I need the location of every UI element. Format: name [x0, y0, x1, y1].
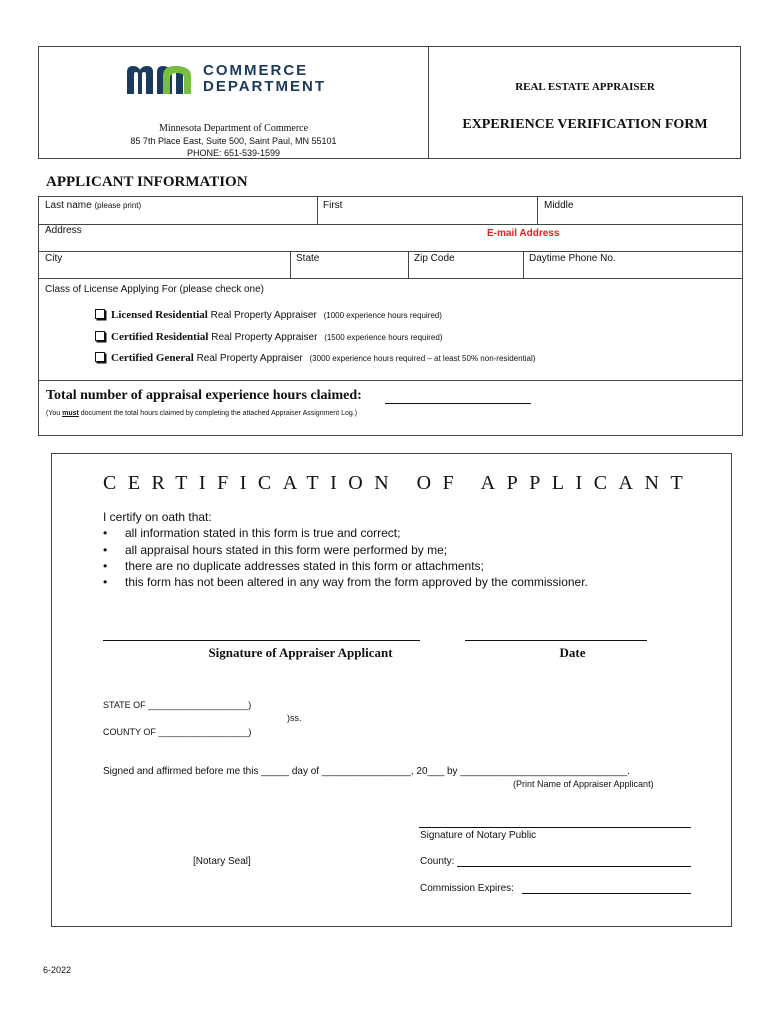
- certification-box: [51, 453, 732, 927]
- certification-title: CERTIFICATION OF APPLICANT: [103, 472, 695, 494]
- certify-item: • all appraisal hours stated in this form were performed by me;: [103, 543, 448, 557]
- commission-label: Commission Expires:: [420, 883, 514, 894]
- note-pre: (You: [46, 410, 63, 417]
- option-licensed-residential[interactable]: [95, 309, 442, 321]
- option-note: (3000 experience hours required – at least 50% non-residential): [309, 354, 536, 363]
- checkbox-certified-residential[interactable]: [95, 331, 105, 341]
- last-name-hint: (please print): [94, 201, 142, 210]
- county-label: County:: [420, 856, 455, 867]
- checkbox-certified-general[interactable]: [95, 352, 105, 362]
- applicant-section-title: APPLICANT INFORMATION: [46, 174, 248, 190]
- total-hours-input[interactable]: [385, 403, 531, 404]
- print-name-label: (Print Name of Appraiser Applicant): [513, 779, 654, 789]
- address-field[interactable]: Address: [45, 225, 82, 236]
- city-divider-3: [523, 252, 524, 278]
- certify-text: there are no duplicate addresses stated in this form or attachments;: [125, 559, 484, 573]
- option-note: (1500 experience hours required): [324, 333, 443, 342]
- certify-text: all appraisal hours stated in this form were performed by me;: [125, 543, 448, 557]
- option-desc: Real Property Appraiser: [211, 332, 318, 343]
- checkbox-licensed-residential[interactable]: [95, 309, 105, 319]
- date-label: Date: [559, 645, 586, 660]
- option-certified-general[interactable]: [95, 352, 535, 364]
- certify-item: • this form has not been altered in any way from the form approved by the commissioner.: [103, 575, 588, 589]
- city-divider-2: [408, 252, 409, 278]
- option-desc: Real Property Appraiser: [196, 353, 303, 364]
- option-title: Certified Residential: [111, 331, 209, 343]
- dept-address: 85 7th Place East, Suite 500, Saint Paul, MN 55101: [130, 136, 337, 146]
- note-must: must: [62, 410, 79, 417]
- logo-line-commerce: COMMERCE: [203, 62, 309, 79]
- form-version: 6-2022: [43, 965, 72, 975]
- option-title: Licensed Residential: [111, 309, 208, 321]
- state-of-line[interactable]: STATE OF ____________________): [103, 700, 252, 710]
- mn-logo-icon: [125, 64, 199, 96]
- applicant-signature-line[interactable]: [103, 640, 420, 641]
- signature-label: Signature of Appraiser Applicant: [208, 645, 393, 660]
- name-divider-1: [317, 197, 318, 224]
- city-divider-1: [290, 252, 291, 278]
- middle-name-field[interactable]: Middle: [544, 200, 574, 211]
- total-hours-note: [46, 410, 357, 417]
- address-row: [38, 224, 743, 252]
- certify-item: • all information stated in this form is true and correct;: [103, 526, 401, 540]
- certify-item: • there are no duplicate addresses stated in this form or attachments;: [103, 559, 484, 573]
- certify-text: all information stated in this form is true and correct;: [125, 526, 401, 540]
- county-input[interactable]: [457, 866, 691, 867]
- logo-line-department: DEPARTMENT: [203, 78, 327, 95]
- last-name-label: Last name: [45, 200, 92, 211]
- name-divider-2: [537, 197, 538, 224]
- county-of-line[interactable]: COUNTY OF __________________): [103, 727, 252, 737]
- form-title: EXPERIENCE VERIFICATION FORM: [462, 117, 708, 132]
- signed-affirmed-line[interactable]: Signed and affirmed before me this _____ day of ________________, 20___ by ______________________________.: [103, 766, 630, 777]
- note-post: document the total hours claimed by completing the attached Appraiser Assignment Log.): [78, 410, 358, 417]
- certify-text: this form has not been altered in any way from the form approved by the commissioner.: [125, 575, 588, 589]
- total-hours-label: Total number of appraisal experience hours claimed:: [46, 388, 362, 403]
- option-desc: Real Property Appraiser: [210, 310, 317, 321]
- email-field[interactable]: E-mail Address: [487, 228, 560, 239]
- name-row: [38, 196, 743, 225]
- state-field[interactable]: State: [296, 253, 320, 264]
- option-note: (1000 experience hours required): [323, 311, 442, 320]
- ss-label: )ss.: [287, 713, 302, 723]
- header-divider: [428, 47, 429, 158]
- form-header: [38, 46, 741, 159]
- phone-field[interactable]: Daytime Phone No.: [529, 253, 616, 264]
- logo-text: [203, 63, 326, 95]
- commission-input[interactable]: [522, 893, 691, 894]
- notary-signature-label: Signature of Notary Public: [420, 830, 537, 841]
- first-name-field[interactable]: First: [323, 200, 343, 211]
- certification-intro: I certify on oath that:: [103, 510, 212, 524]
- notary-seal-label: [Notary Seal]: [193, 856, 251, 867]
- license-class-label: Class of License Applying For (please check one): [45, 284, 265, 295]
- dept-phone: PHONE: 651-539-1599: [186, 148, 281, 158]
- city-field[interactable]: City: [45, 253, 63, 264]
- last-name-field[interactable]: [45, 200, 141, 211]
- notary-signature-line[interactable]: [419, 827, 691, 828]
- dept-name: Minnesota Department of Commerce: [158, 123, 309, 134]
- city-row: [38, 251, 743, 279]
- option-title: Certified General: [111, 352, 194, 364]
- zip-field[interactable]: Zip Code: [414, 253, 455, 264]
- date-line[interactable]: [465, 640, 647, 641]
- option-certified-residential[interactable]: [95, 331, 442, 343]
- license-class-row: [38, 278, 743, 381]
- form-type: REAL ESTATE APPRAISER: [515, 81, 655, 93]
